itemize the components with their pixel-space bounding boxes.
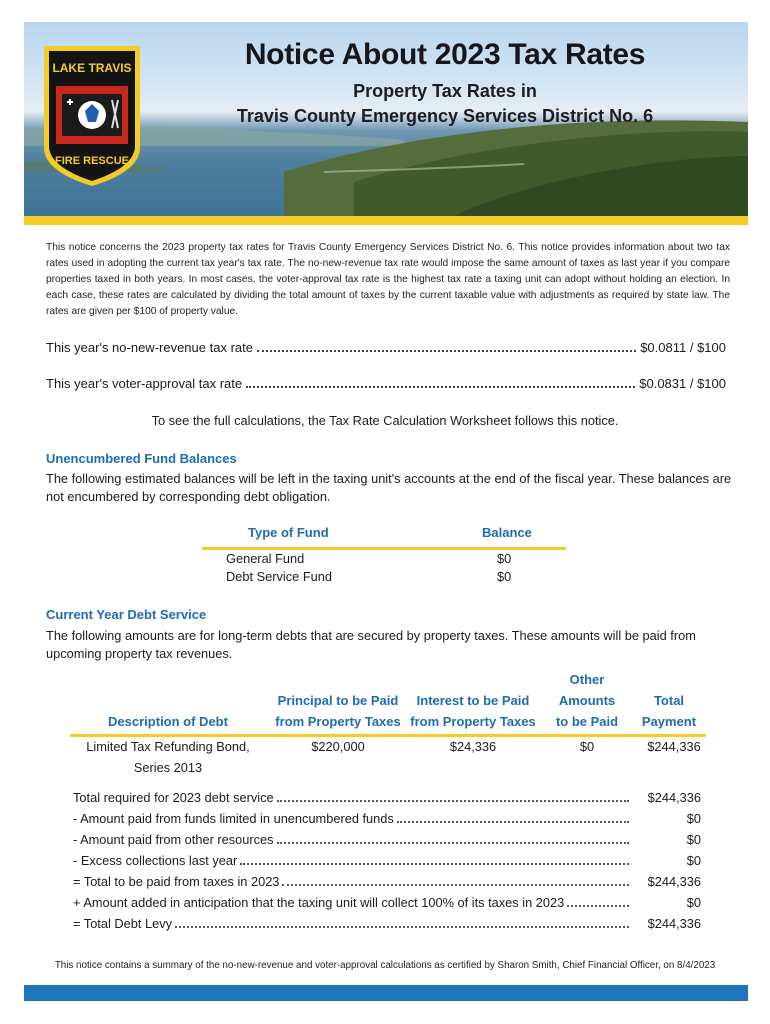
- debt-interest-cell: $24,336: [449, 739, 497, 754]
- dot-leader: [567, 905, 629, 907]
- summary-label: + Amount added in anticipation that the taxing unit will collect 100% of its taxes in 2023: [73, 895, 565, 910]
- debt-other-cell: $0: [579, 739, 595, 754]
- rate-value: $0.0811 / $100: [640, 340, 726, 355]
- logo-bottom-text: FIRE RESCUE: [55, 155, 129, 167]
- footer-bar: [24, 985, 748, 1001]
- debt-col-interest-line1: Interest to be Paid: [416, 693, 530, 708]
- summary-value: $244,336: [647, 874, 701, 889]
- intro-paragraph: This notice concerns the 2023 property tax rates for Travis County Emergency Services District No. 6. This notice provides information about two tax rates used in adopting the current tax year's tax rate. The no-new-revenue tax rate would impose the same amount of taxes as last year if you compare properties taxed in both years. In most cases, the voter-approval tax rate is the highest tax rate a taxing unit can adopt without holding an election. In each case, these rates are calculated by dividing the total amount of taxes by the current taxable value with adjustments as required by state law. The rates are given per $100 of property value.: [46, 242, 730, 317]
- summary-row: [73, 874, 701, 894]
- summary-label: = Total Debt Levy: [73, 916, 173, 931]
- summary-value: $0: [686, 853, 701, 868]
- debt-col-principal: [272, 690, 404, 732]
- summary-row: [73, 895, 701, 915]
- debt-col-other: [545, 669, 629, 732]
- dot-leader: [282, 884, 629, 886]
- dot-leader: [257, 350, 636, 352]
- summary-label: = Total to be paid from taxes in 2023: [73, 874, 280, 889]
- fund-type-cell: Debt Service Fund: [226, 569, 332, 584]
- subtitle-line-1: Property Tax Rates in: [353, 81, 537, 101]
- dot-leader: [277, 800, 629, 802]
- debt-total-cell: $244,336: [647, 739, 701, 754]
- fire-rescue-logo: [40, 36, 144, 188]
- summary-label: - Amount paid from other resources: [73, 832, 274, 847]
- debt-description-line2: Series 2013: [133, 760, 203, 775]
- summary-value: $0: [686, 895, 701, 910]
- rate-row-no-new-revenue: [46, 340, 726, 360]
- summary-value: $0: [686, 811, 701, 826]
- rate-label: This year's voter-approval tax rate: [46, 376, 243, 391]
- debt-col-principal-line2: from Property Taxes: [275, 714, 401, 729]
- dot-leader: [240, 863, 629, 865]
- summary-row: [73, 916, 701, 936]
- debt-description-cell: [74, 736, 262, 778]
- debt-description-line1: Limited Tax Refunding Bond,: [86, 739, 250, 754]
- dot-leader: [397, 821, 629, 823]
- rate-row-voter-approval: [46, 376, 726, 396]
- fund-balance-header: Balance: [482, 525, 532, 540]
- summary-label: Total required for 2023 debt service: [73, 790, 274, 805]
- fund-type-cell: General Fund: [226, 551, 305, 566]
- dot-leader: [246, 386, 635, 388]
- summary-row: [73, 853, 701, 873]
- summary-row: [73, 811, 701, 831]
- certification-note: This notice contains a summary of the no-new-revenue and voter-approval calculations as certified by Sharon Smith, Chief Financial Officer, on 8/4/2023: [54, 960, 716, 971]
- debt-col-total-line2: Payment: [641, 714, 697, 729]
- debt-col-principal-line1: Principal to be Paid: [277, 693, 399, 708]
- fund-balances-description: The following estimated balances will be left in the taxing unit's accounts at the end of the fiscal year. These balances are not encumbered by corresponding debt obligation.: [46, 471, 732, 504]
- rate-value: $0.0831 / $100: [639, 376, 726, 391]
- debt-service-description: The following amounts are for long-term debts that are secured by property taxes. These amounts will be paid from upcoming property tax revenues.: [46, 628, 696, 661]
- fund-balances-heading: Unencumbered Fund Balances: [46, 451, 237, 466]
- debt-col-interest: [408, 690, 538, 732]
- debt-col-total: [634, 690, 704, 732]
- summary-row: [73, 790, 701, 810]
- debt-principal-cell: $220,000: [311, 739, 365, 754]
- dot-leader: [277, 842, 629, 844]
- debt-col-other-line3: to be Paid: [555, 714, 619, 729]
- debt-service-heading: Current Year Debt Service: [46, 607, 207, 622]
- debt-col-description: Description of Debt: [108, 714, 228, 729]
- page-title: Notice About 2023 Tax Rates: [244, 38, 646, 71]
- logo-top-text: LAKE TRAVIS: [52, 61, 132, 75]
- summary-value: $0: [686, 832, 701, 847]
- debt-col-total-line1: Total: [653, 693, 685, 708]
- summary-label: - Excess collections last year: [73, 853, 238, 868]
- debt-col-other-line2: Amounts: [558, 693, 616, 708]
- summary-value: $244,336: [647, 916, 701, 931]
- summary-label: - Amount paid from funds limited in unencumbered funds: [73, 811, 394, 826]
- fund-table-rule: [202, 547, 566, 550]
- header-accent-stripe: [24, 216, 748, 225]
- worksheet-note: To see the full calculations, the Tax Rate Calculation Worksheet follows this notice.: [151, 413, 619, 428]
- fund-type-header: Type of Fund: [248, 525, 329, 540]
- summary-row: [73, 832, 701, 852]
- subtitle-line-2: Travis County Emergency Services District No. 6: [236, 106, 654, 126]
- dot-leader: [175, 926, 629, 928]
- debt-col-interest-line2: from Property Taxes: [410, 714, 536, 729]
- fund-balance-cell: $0: [497, 569, 512, 584]
- summary-value: $244,336: [647, 790, 701, 805]
- rate-label: This year's no-new-revenue tax rate: [46, 340, 253, 355]
- debt-col-other-line1: Other: [569, 672, 605, 687]
- fund-balance-cell: $0: [497, 551, 512, 566]
